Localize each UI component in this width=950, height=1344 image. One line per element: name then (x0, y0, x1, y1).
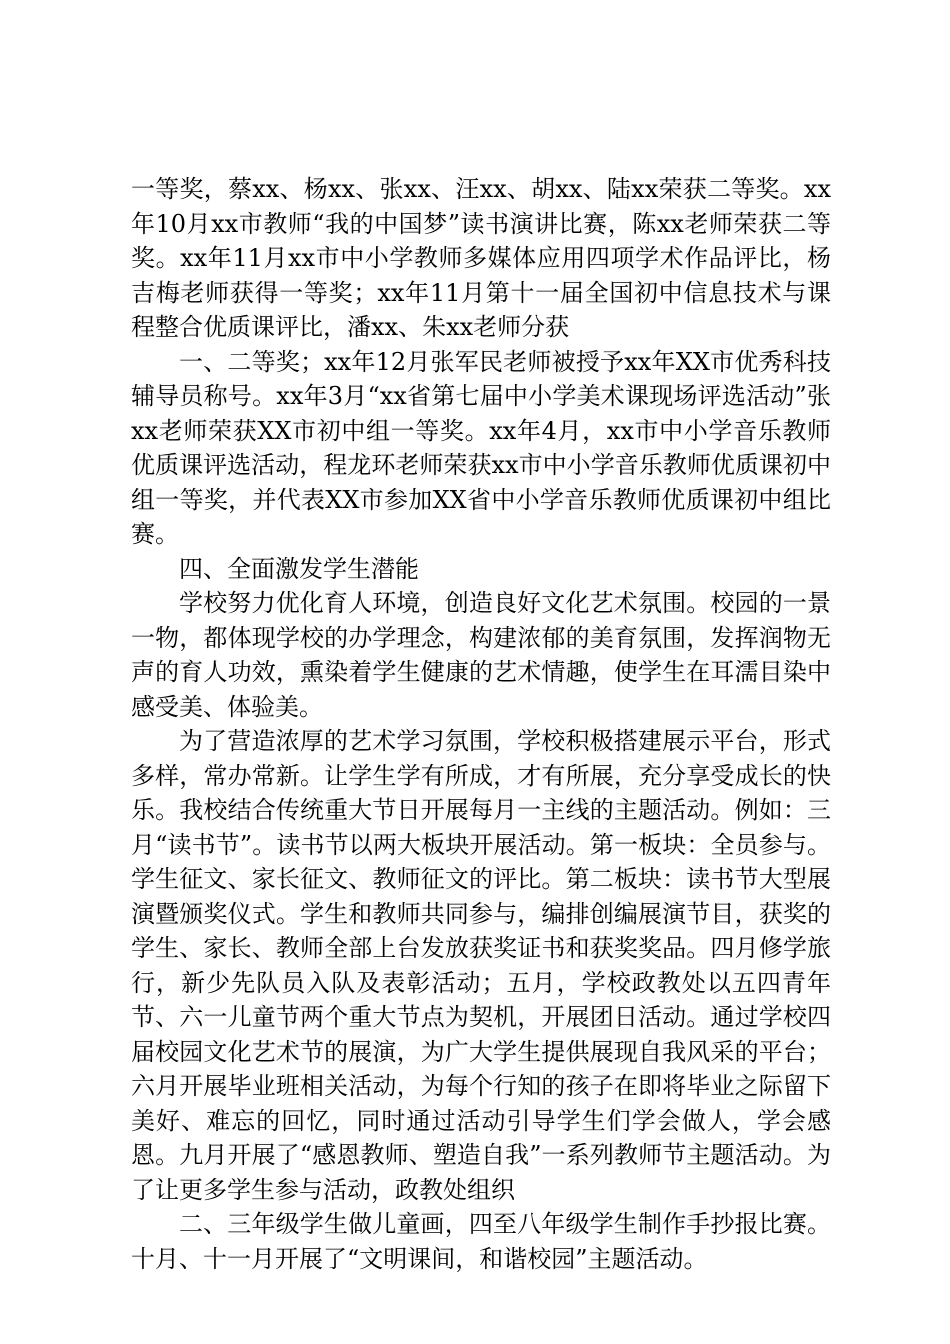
paragraph-activities: 为了营造浓厚的艺术学习氛围，学校积极搭建展示平台，形式多样，常办常新。让学生学有所成，才有所展，充分享受成长的快乐。我校结合传统重大节日开展每月一主线的主题活动。例如：三月“读书节”。读书节以两大板块开展活动。第一板块：全员参与。学生征文、家长征文、教师征文的评比。第二板块：读书节大型展演暨颁奖仪式。学生和教师共同参与，编排创编展演节目，获奖的学生、家长、教师全部上台发放获奖证书和获奖奖品。四月修学旅行，新少先队员入队及表彰活动；五月，学校政教处以五四青年节、六一儿童节两个重大节点为契机，开展团日活动。通过学校四届校园文化艺术节的展演，为广大学生提供展现自我风采的平台；六月开展毕业班相关活动，为每个行知的孩子在即将毕业之际留下美好、难忘的回忆，同时通过活动引导学生们学会做人，学会感恩。九月开展了“感恩教师、塑造自我”一系列教师节主题活动。为了让更多学生参与活动，政教处组织 (131, 727, 831, 1204)
paragraph-competitions: 二、三年级学生做儿童画，四至八年级学生制作手抄报比赛。十月、十一月开展了“文明课间，和谐校园”主题活动。 (131, 1210, 831, 1273)
section-heading: 四、全面激发学生潜能 (179, 554, 419, 583)
paragraph-teacher-awards: 一、二等奖；xx年12月张军民老师被授予xx年XX市优秀科技辅导员称号。xx年3月“xx省第七届中小学美术课现场评选活动”张xx老师荣获XX市初中组一等奖。xx年4月，xx市中小学音乐教师优质课评选活动，程龙环老师荣获xx市中小学音乐教师优质课初中组一等奖，并代表XX市参加XX省中小学音乐教师优质课初中组比赛。 (131, 347, 831, 548)
paragraph-awards-continued: 一等奖，蔡xx、杨xx、张xx、汪xx、胡xx、陆xx荣获二等奖。xx年10月xx市教师“我的中国梦”读书演讲比赛，陈xx老师荣获二等奖。xx年11月xx市中小学教师多媒体应用四项学术作品评比，杨吉梅老师获得一等奖；xx年11月第十一届全国初中信息技术与课程整合优质课评比，潘xx、朱xx老师分获 (131, 175, 831, 341)
document-body (131, 172, 831, 1276)
paragraph-environment: 学校努力优化育人环境，创造良好文化艺术氛围。校园的一景一物，都体现学校的办学理念，构建浓郁的美育氛围，发挥润物无声的育人功效，熏染着学生健康的艺术情趣，使学生在耳濡目染中感受美、体验美。 (131, 589, 831, 721)
